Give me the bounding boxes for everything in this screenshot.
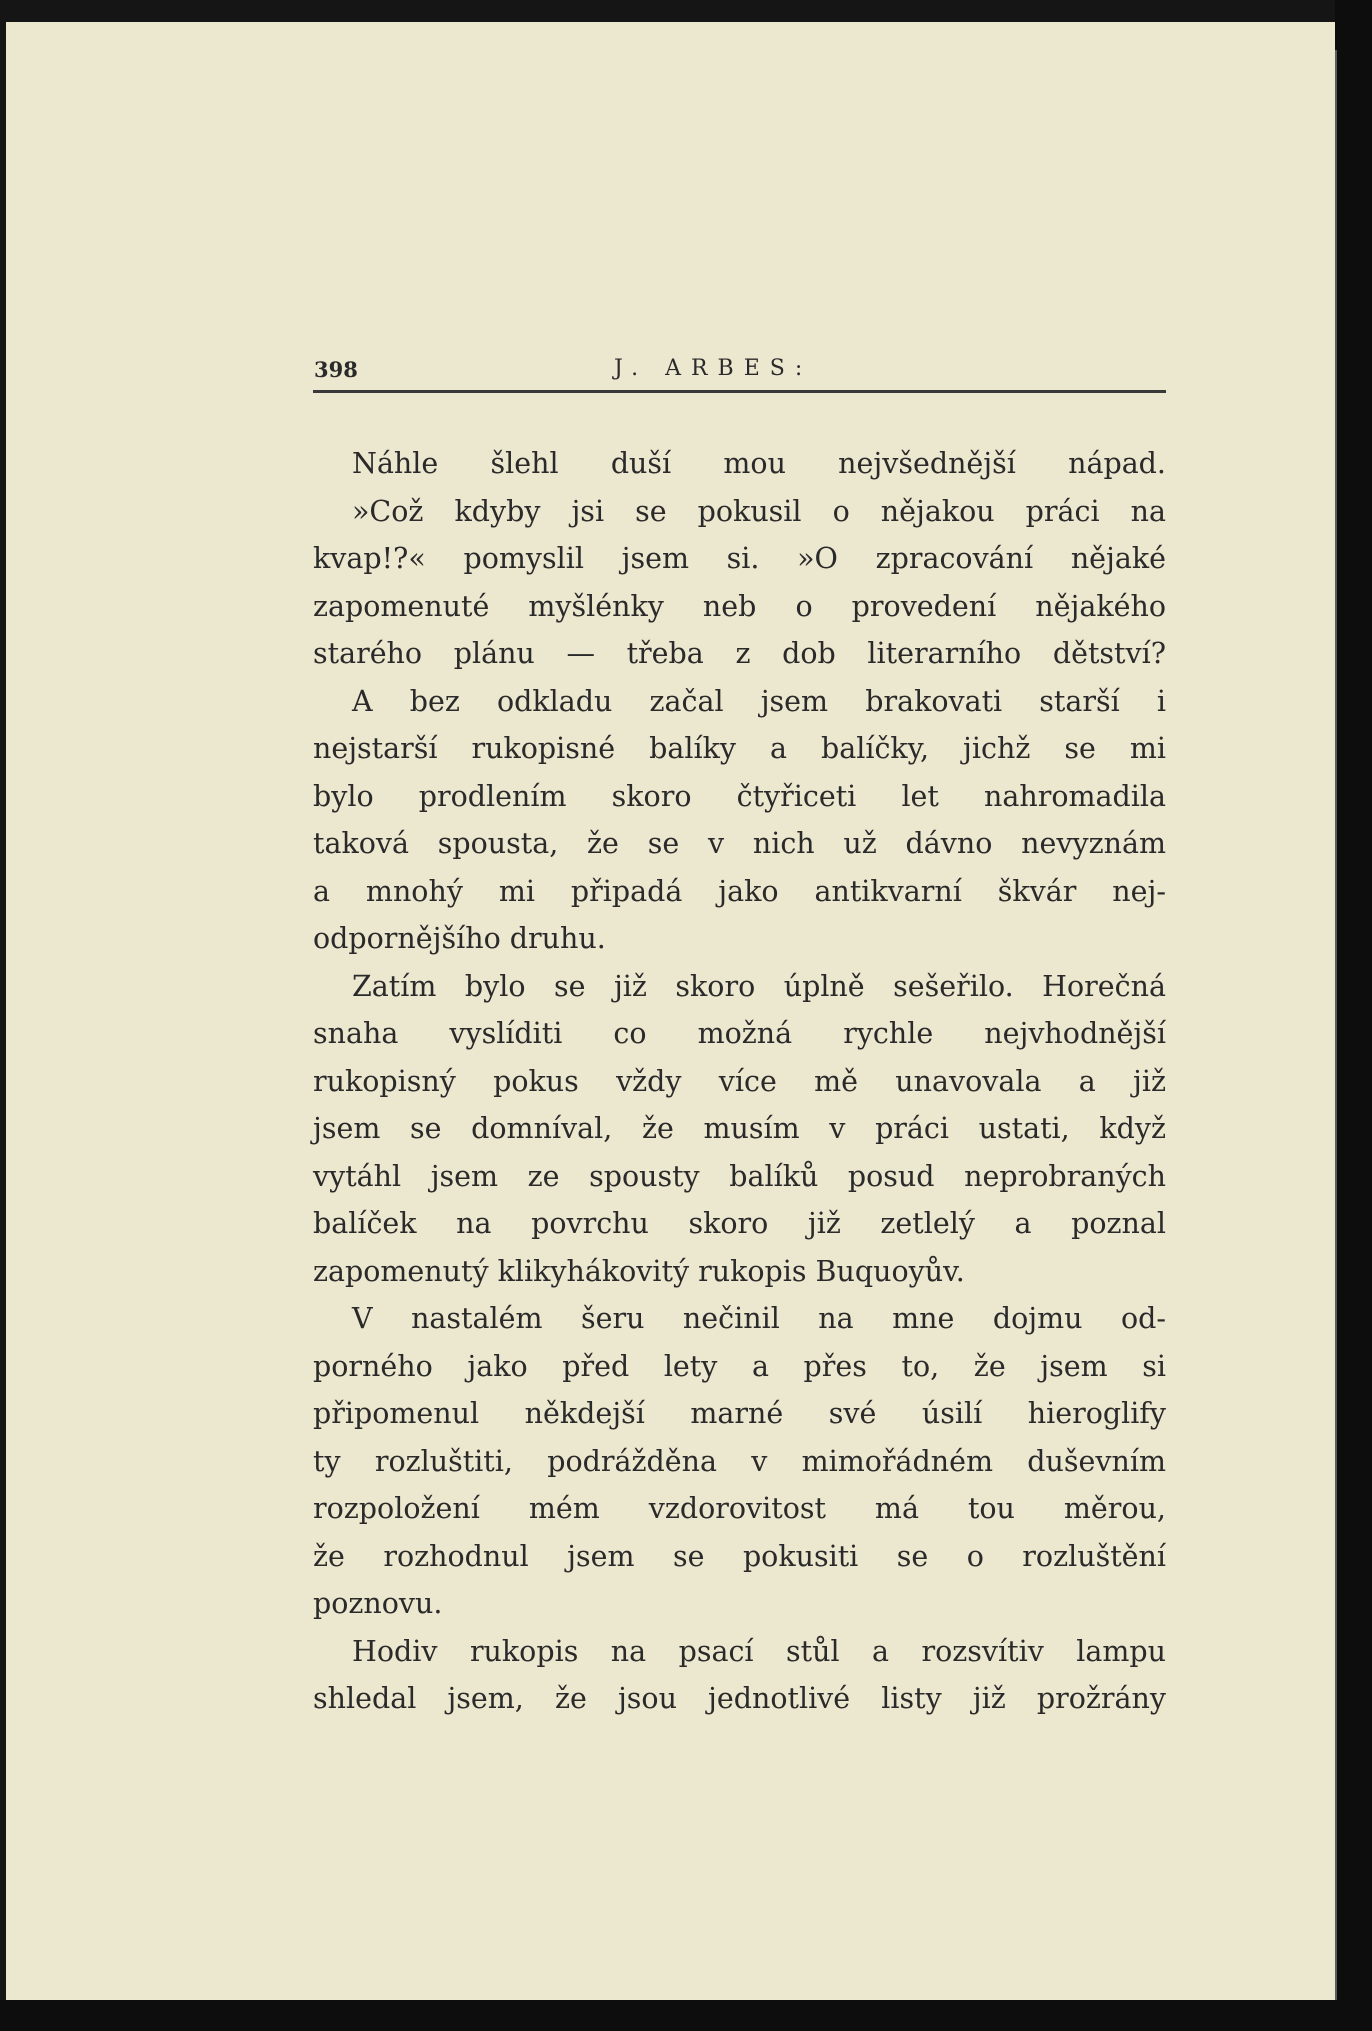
text-line: poznovu. (313, 1587, 443, 1620)
text-line: rukopisný pokus vždy více mě unavovala a již (313, 1064, 1166, 1098)
text-line: shledal jsem, že jsou jednotlivé listy již prožrány (313, 1682, 1166, 1715)
page-header (314, 352, 1164, 392)
text-line: že rozhodnul jsem se pokusiti se o rozluštění (313, 1539, 1166, 1573)
text-line: »Což kdyby jsi se pokusil o nějakou práci na (352, 494, 1166, 528)
text-line: taková spousta, že se v nich už dávno nevyznám (313, 827, 1166, 860)
text-line: starého plánu — třeba z dob literarního dětství? (313, 637, 1166, 670)
text-line: A bez odkladu začal jsem brakovati starší i (352, 684, 1166, 718)
text-line: Zatím bylo se již skoro úplně sešeřilo. Horečná (352, 969, 1166, 1003)
header-rule (313, 390, 1166, 393)
text-line: kvap!?« pomyslil jsem si. »O zpracování nějaké (313, 542, 1166, 575)
text-line: ty rozluštiti, podrážděna v mimořádném duševním (313, 1444, 1166, 1478)
text-line: balíček na povrchu skoro již zetlelý a poznal (313, 1207, 1166, 1240)
text-line: a mnohý mi připadá jako antikvarní škvár nej- (313, 874, 1166, 908)
page-edge-shadow (1335, 0, 1372, 2031)
text-line: rozpoložení mém vzdorovitost má tou měrou, (313, 1492, 1166, 1525)
text-line: snaha vyslíditi co možná rychle nejvhodnější (313, 1017, 1166, 1050)
running-head: J. ARBES: (614, 356, 813, 381)
body-text (313, 440, 1166, 1723)
text-line: zapomenutý klikyhákovitý rukopis Buquoyův. (313, 1254, 965, 1288)
page-number: 398 (314, 357, 358, 382)
text-line: Náhle šlehl duší mou nejvšednější nápad. (352, 447, 1166, 480)
text-line: nejstarší rukopisné balíky a balíčky, jichž se mi (313, 732, 1166, 765)
text-line: Hodiv rukopis na psací stůl a rozsvítiv lampu (352, 1634, 1166, 1668)
text-line: porného jako před lety a přes to, že jsem si (313, 1349, 1166, 1383)
text-line: připomenul někdejší marné své úsilí hieroglify (313, 1397, 1166, 1430)
text-line: jsem se domníval, že musím v práci ustati, když (313, 1112, 1166, 1145)
page-edge-line (1335, 50, 1337, 2000)
text-line: vytáhl jsem ze spousty balíků posud neprobraných (313, 1159, 1166, 1193)
text-line: bylo prodlením skoro čtyřiceti let nahromadila (313, 779, 1166, 813)
text-line: V nastalém šeru nečinil na mne dojmu od- (352, 1302, 1166, 1335)
text-line: odpornějšího druhu. (313, 922, 606, 955)
text-line: zapomenuté myšlénky neb o provedení nějakého (313, 589, 1166, 623)
